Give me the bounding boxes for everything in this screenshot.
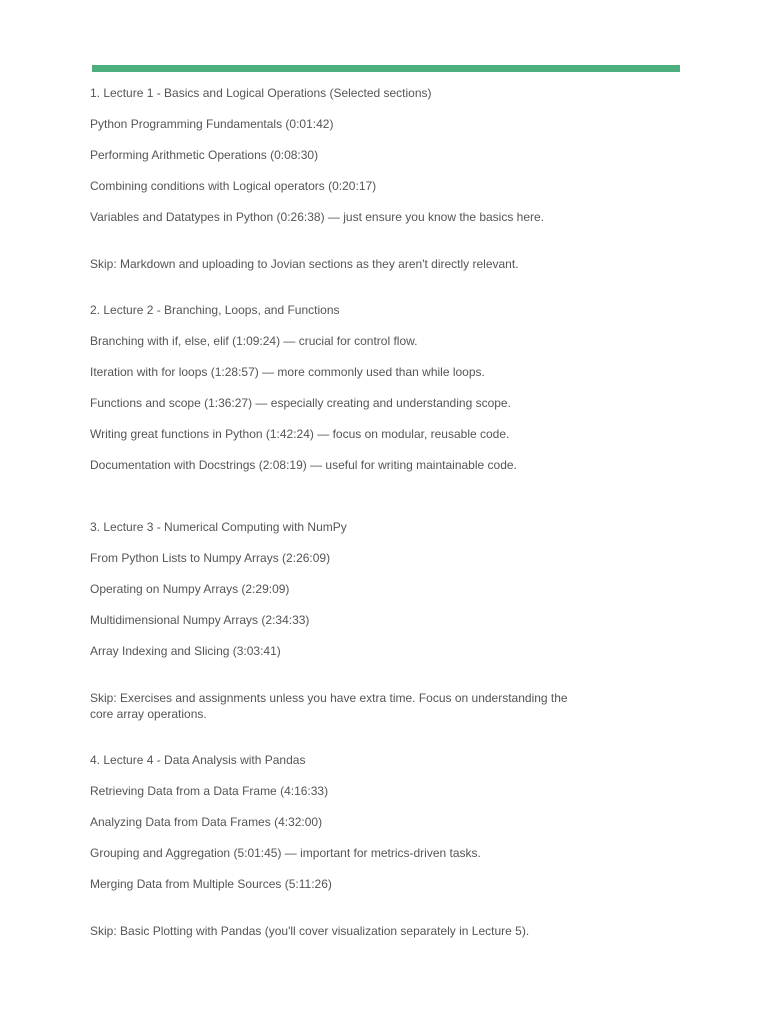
list-item: Operating on Numpy Arrays (2:29:09) — [90, 582, 290, 596]
list-item: Performing Arithmetic Operations (0:08:30) — [90, 148, 319, 162]
list-item: Analyzing Data from Data Frames (4:32:00) — [90, 815, 323, 829]
list-item: Documentation with Docstrings (2:08:19) — useful for writing maintainable code. — [90, 458, 517, 472]
list-item: Python Programming Fundamentals (0:01:42) — [90, 117, 334, 131]
list-item: Grouping and Aggregation (5:01:45) — important for metrics-driven tasks. — [90, 846, 481, 860]
list-item: Writing great functions in Python (1:42:24) — focus on modular, reusable code. — [90, 427, 510, 441]
section-heading: 2. Lecture 2 - Branching, Loops, and Functions — [90, 303, 340, 317]
section-heading: 1. Lecture 1 - Basics and Logical Operations (Selected sections) — [90, 86, 432, 100]
list-item: Multidimensional Numpy Arrays (2:34:33) — [90, 613, 310, 627]
section-heading: 4. Lecture 4 - Data Analysis with Pandas — [90, 753, 306, 767]
list-item: From Python Lists to Numpy Arrays (2:26:09) — [90, 551, 331, 565]
skip-note: Skip: Markdown and uploading to Jovian sections as they aren't directly relevant. — [90, 257, 519, 271]
list-item: Iteration with for loops (1:28:57) — more commonly used than while loops. — [90, 365, 485, 379]
list-item: Branching with if, else, elif (1:09:24) — crucial for control flow. — [90, 334, 418, 348]
list-item: Functions and scope (1:36:27) — especially creating and understanding scope. — [90, 396, 511, 410]
accent-divider — [92, 65, 680, 72]
skip-note: Skip: Basic Plotting with Pandas (you'll cover visualization separately in Lecture 5). — [90, 924, 530, 938]
list-item: Merging Data from Multiple Sources (5:11:26) — [90, 877, 332, 891]
section-heading: 3. Lecture 3 - Numerical Computing with NumPy — [90, 520, 347, 534]
skip-note: Skip: Exercises and assignments unless you have extra time. Focus on understanding the core array operations. — [90, 691, 568, 721]
list-item: Variables and Datatypes in Python (0:26:38) — just ensure you know the basics here. — [90, 210, 545, 224]
list-item: Retrieving Data from a Data Frame (4:16:33) — [90, 784, 329, 798]
list-item: Combining conditions with Logical operators (0:20:17) — [90, 179, 377, 193]
list-item: Array Indexing and Slicing (3:03:41) — [90, 644, 281, 658]
